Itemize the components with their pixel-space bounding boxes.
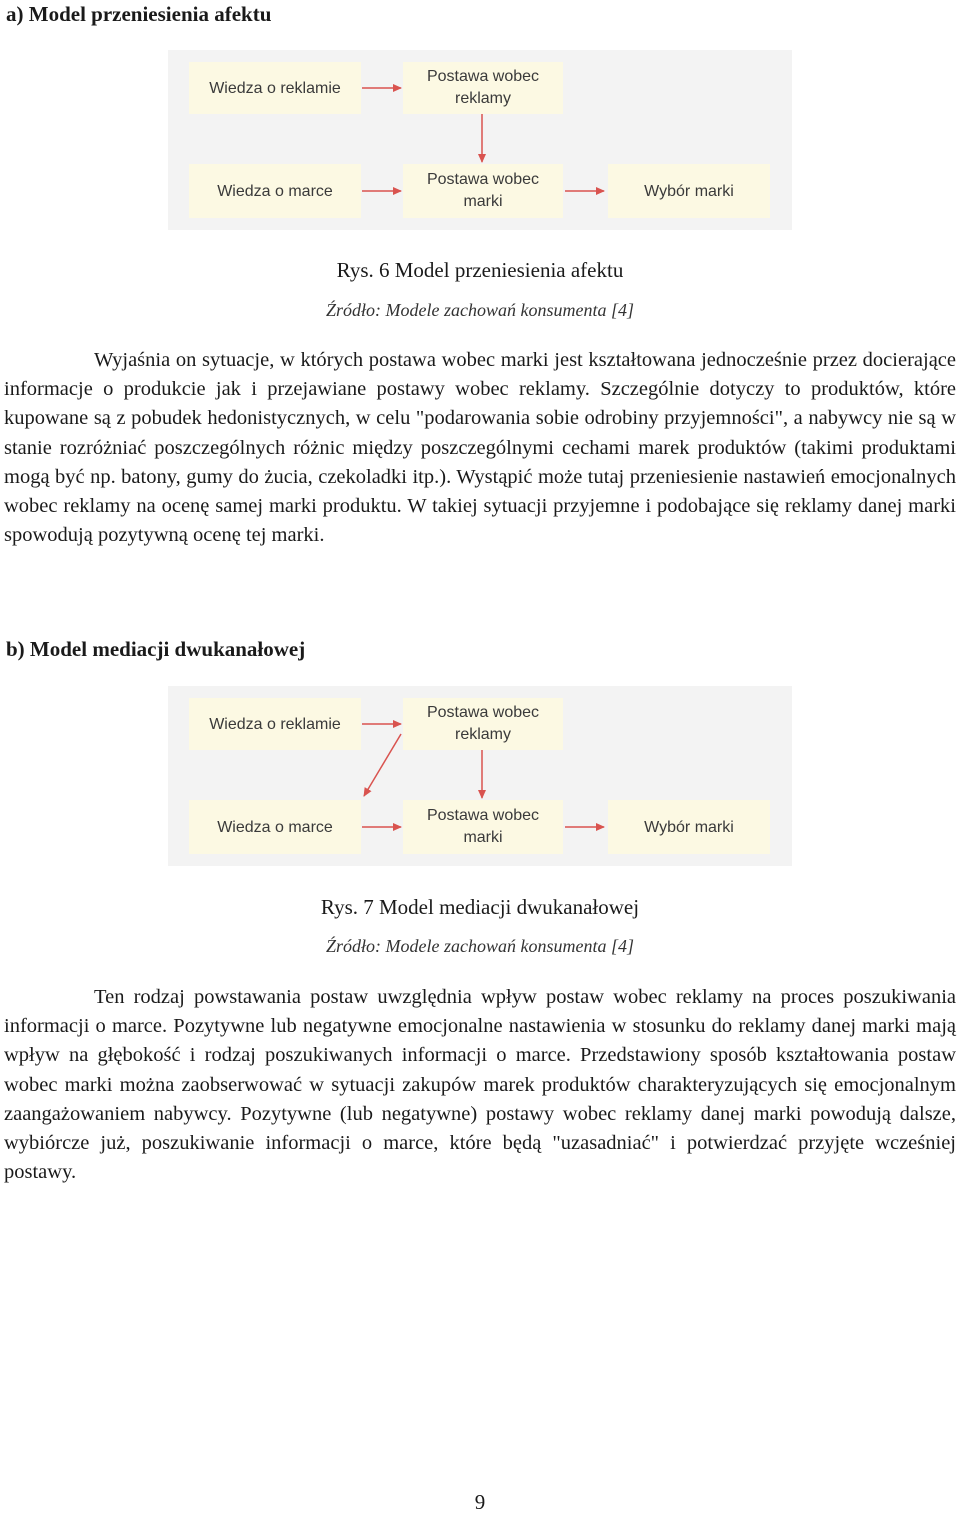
figure-7-source: Źródło: Modele zachowań konsumenta [4] bbox=[326, 936, 634, 956]
box-attitude-brand: Postawa wobec marki bbox=[403, 164, 563, 218]
figure-affect-transfer bbox=[168, 50, 792, 230]
paragraph-affect-transfer bbox=[4, 346, 956, 550]
box-attitude-ad: Postawa wobec reklamy bbox=[403, 62, 563, 114]
box-knowledge-brand: Wiedza o marce bbox=[189, 800, 361, 854]
section-b-heading: b) Model mediacji dwukanałowej bbox=[6, 637, 306, 661]
box-brand-choice: Wybór marki bbox=[608, 164, 770, 218]
page-number: 9 bbox=[474, 1490, 486, 1514]
box-knowledge-ad: Wiedza o reklamie bbox=[189, 62, 361, 114]
paragraph-text: Wyjaśnia on sytuacje, w których postawa wobec marki jest kształtowana jednocześnie przez docierające informacje o produkcie jak i przejawiane postawy wobec reklamy. Szczególnie dotyczy to produktów, które kupowane są z pobudek hedonistycznych, w celu "podarowania sobie odrobiny przyjemności", a nabywcy nie są w stanie rozróżniać poszczególnych różnic między poszczególnymi cechami marek produktów (takimi produktami mogą być np. batony, gumy do żucia, czekoladki itp.). Wystąpić może tutaj przeniesienie nastawień emocjonalnych wobec reklamy na ocenę samej marki produktu. W takiej sytuacji przyjemne i podobające się reklamy danej marki spowodują pozytywną ocenę tej marki. bbox=[4, 349, 956, 547]
figure-7-caption: Rys. 7 Model mediacji dwukanałowej bbox=[320, 895, 640, 919]
section-a-heading: a) Model przeniesienia afektu bbox=[6, 2, 272, 26]
figure-6-source: Źródło: Modele zachowań konsumenta [4] bbox=[326, 300, 634, 320]
paragraph-dual-mediation bbox=[4, 983, 956, 1187]
arrow-attitude-ad-to-knowledge-brand bbox=[364, 734, 401, 796]
paragraph-text: Ten rodzaj powstawania postaw uwzględnia wpływ postaw wobec reklamy na proces poszukiwania informacji o marce. Pozytywne lub negatywne emocjonalne nastawienia w stosunku do reklamy danej marki mają wpływ na głębokość i rodzaj poszukiwanych informacji o marce. Przedstawiony sposób kształtowania postaw wobec marki można zaobserwować w sytuacji zakupów marek produktów charakteryzujących się emocjonalnym zaangażowaniem nabywcy. Pozytywne (lub negatywne) postawy wobec reklamy danej marki powodują dalsze, wybiórcze już, poszukiwanie informacji o marce, które będą "uzasadniać" i potwierdzać przyjęte wcześniej postawy. bbox=[4, 986, 956, 1184]
box-attitude-brand: Postawa wobec marki bbox=[403, 800, 563, 854]
box-knowledge-ad: Wiedza o reklamie bbox=[189, 698, 361, 750]
box-brand-choice: Wybór marki bbox=[608, 800, 770, 854]
figure-dual-mediation bbox=[168, 686, 792, 866]
box-attitude-ad: Postawa wobec reklamy bbox=[403, 698, 563, 750]
figure-6-caption: Rys. 6 Model przeniesienia afektu bbox=[336, 258, 624, 282]
box-knowledge-brand: Wiedza o marce bbox=[189, 164, 361, 218]
